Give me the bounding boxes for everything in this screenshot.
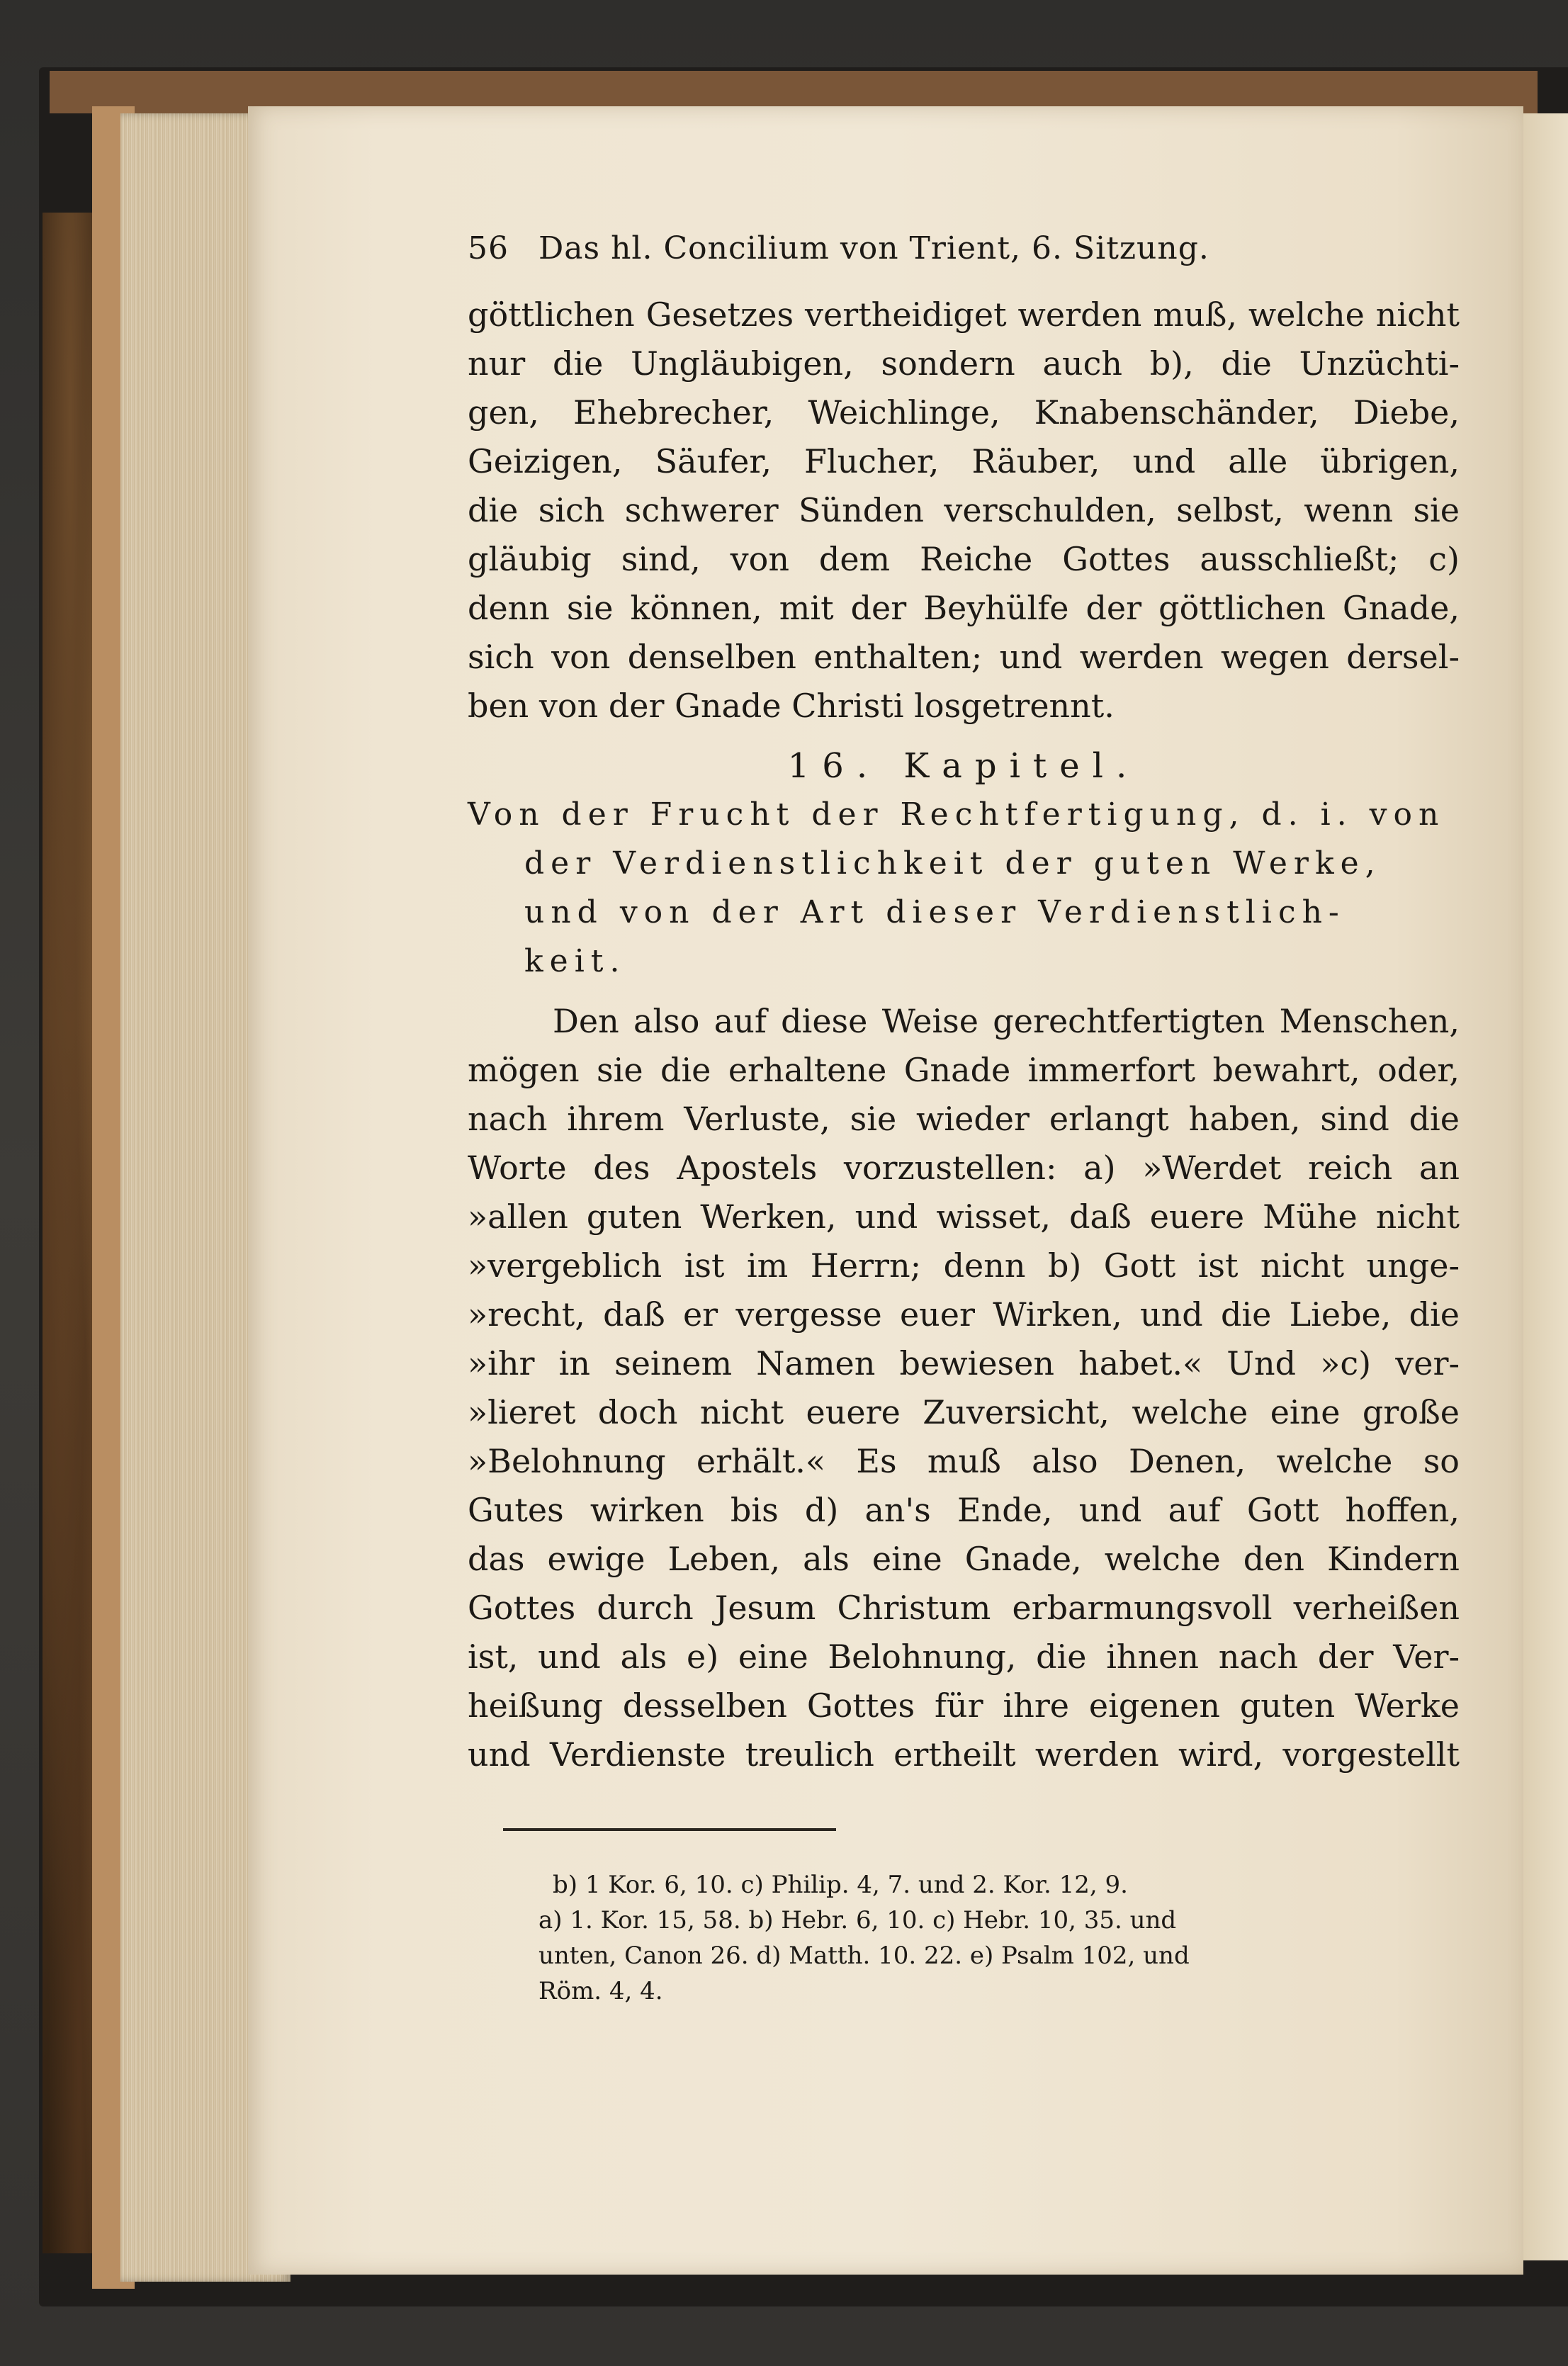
page-text (468, 230, 1460, 1779)
paragraph-continued (468, 291, 1460, 731)
text-line: »vergeblich ist im Herrn; denn b) Gott ist nicht unge- (468, 1246, 1460, 1285)
text-line: gen, Ehebrecher, Weichlinge, Knabenschänder, Diebe, (468, 393, 1460, 432)
chapter-subheading (468, 790, 1460, 986)
page-number: 56 (468, 230, 509, 266)
text-line: das ewige Leben, als eine Gnade, welche den Kindern (468, 1540, 1460, 1578)
subheading-line: der Verdienstlichkeit der guten Werke, (524, 845, 1382, 881)
footnote-line: a) 1. Kor. 15, 58. b) Hebr. 6, 10. c) Hebr. 10, 35. und (538, 1906, 1177, 1934)
subheading-line: Von der Frucht der Rechtfertigung, d. i. von (468, 796, 1445, 833)
text-line: »allen guten Werken, und wisset, daß euere Mühe nicht (468, 1198, 1460, 1236)
text-line: die sich schwerer Sünden verschulden, selbst, wenn sie (468, 491, 1460, 529)
footnotes (538, 1867, 1453, 2009)
text-line: ist, und als e) eine Belohnung, die ihnen nach der Ver- (468, 1638, 1460, 1676)
text-line: »Belohnung erhält.« Es muß also Denen, welche so (468, 1442, 1460, 1480)
text-line: Geizigen, Säufer, Flucher, Räuber, und alle übrigen, (468, 442, 1460, 480)
text-line: und Verdienste treulich ertheilt werden wird, vorgestellt (468, 1735, 1460, 1774)
subheading-line: und von der Art dieser Verdienstlich- (524, 894, 1346, 930)
text-line: denn sie können, mit der Beyhülfe der göttlichen Gnade, (468, 589, 1460, 627)
text-line: »recht, daß er vergesse euer Wirken, und die Liebe, die (468, 1295, 1460, 1334)
text-line: mögen sie die erhaltene Gnade immerfort bewahrt, oder, (468, 1051, 1460, 1089)
paragraph-main (468, 997, 1460, 1779)
text-line: Worte des Apostels vorzustellen: a) »Werdet reich an (468, 1149, 1460, 1187)
text-line: sich von denselben enthalten; und werden wegen dersel- (468, 638, 1460, 676)
footnote-rule (503, 1828, 836, 1831)
text-line: Gottes durch Jesum Christum erbarmungsvoll verheißen (468, 1589, 1460, 1627)
text-line: nur die Ungläubigen, sondern auch b), die Unzüchti- (468, 344, 1460, 383)
footnote-line: b) 1 Kor. 6, 10. c) Philip. 4, 7. und 2. Kor. 12, 9. (553, 1871, 1128, 1899)
running-head-title: Das hl. Concilium von Trient, 6. Sitzung. (538, 230, 1209, 266)
text-line: heißung desselben Gottes für ihre eigenen guten Werke (468, 1686, 1460, 1725)
chapter-heading: 16. Kapitel. (787, 746, 1140, 786)
text-line: ben von der Gnade Christi losgetrennt. (468, 687, 1115, 725)
text-line: göttlichen Gesetzes vertheidiget werden muß, welche nicht (468, 295, 1460, 334)
text-line: Gutes wirken bis d) an's Ende, und auf Gott hoffen, (468, 1491, 1460, 1529)
text-line: »ihr in seinem Namen bewiesen habet.« Und »c) ver- (468, 1344, 1460, 1382)
footnote-line: unten, Canon 26. d) Matth. 10. 22. e) Psalm 102, und (538, 1942, 1190, 1970)
footnote-line: Röm. 4, 4. (538, 1977, 663, 2005)
text-line: nach ihrem Verluste, sie wieder erlangt haben, sind die (468, 1100, 1460, 1138)
text-line: Den also auf diese Weise gerechtfertigten Menschen, (553, 1002, 1460, 1040)
text-line: gläubig sind, von dem Reiche Gottes ausschließt; c) (468, 540, 1460, 578)
text-line: »lieret doch nicht euere Zuversicht, welche eine große (468, 1393, 1460, 1431)
subheading-line: keit. (524, 943, 626, 979)
running-head (468, 230, 1460, 266)
